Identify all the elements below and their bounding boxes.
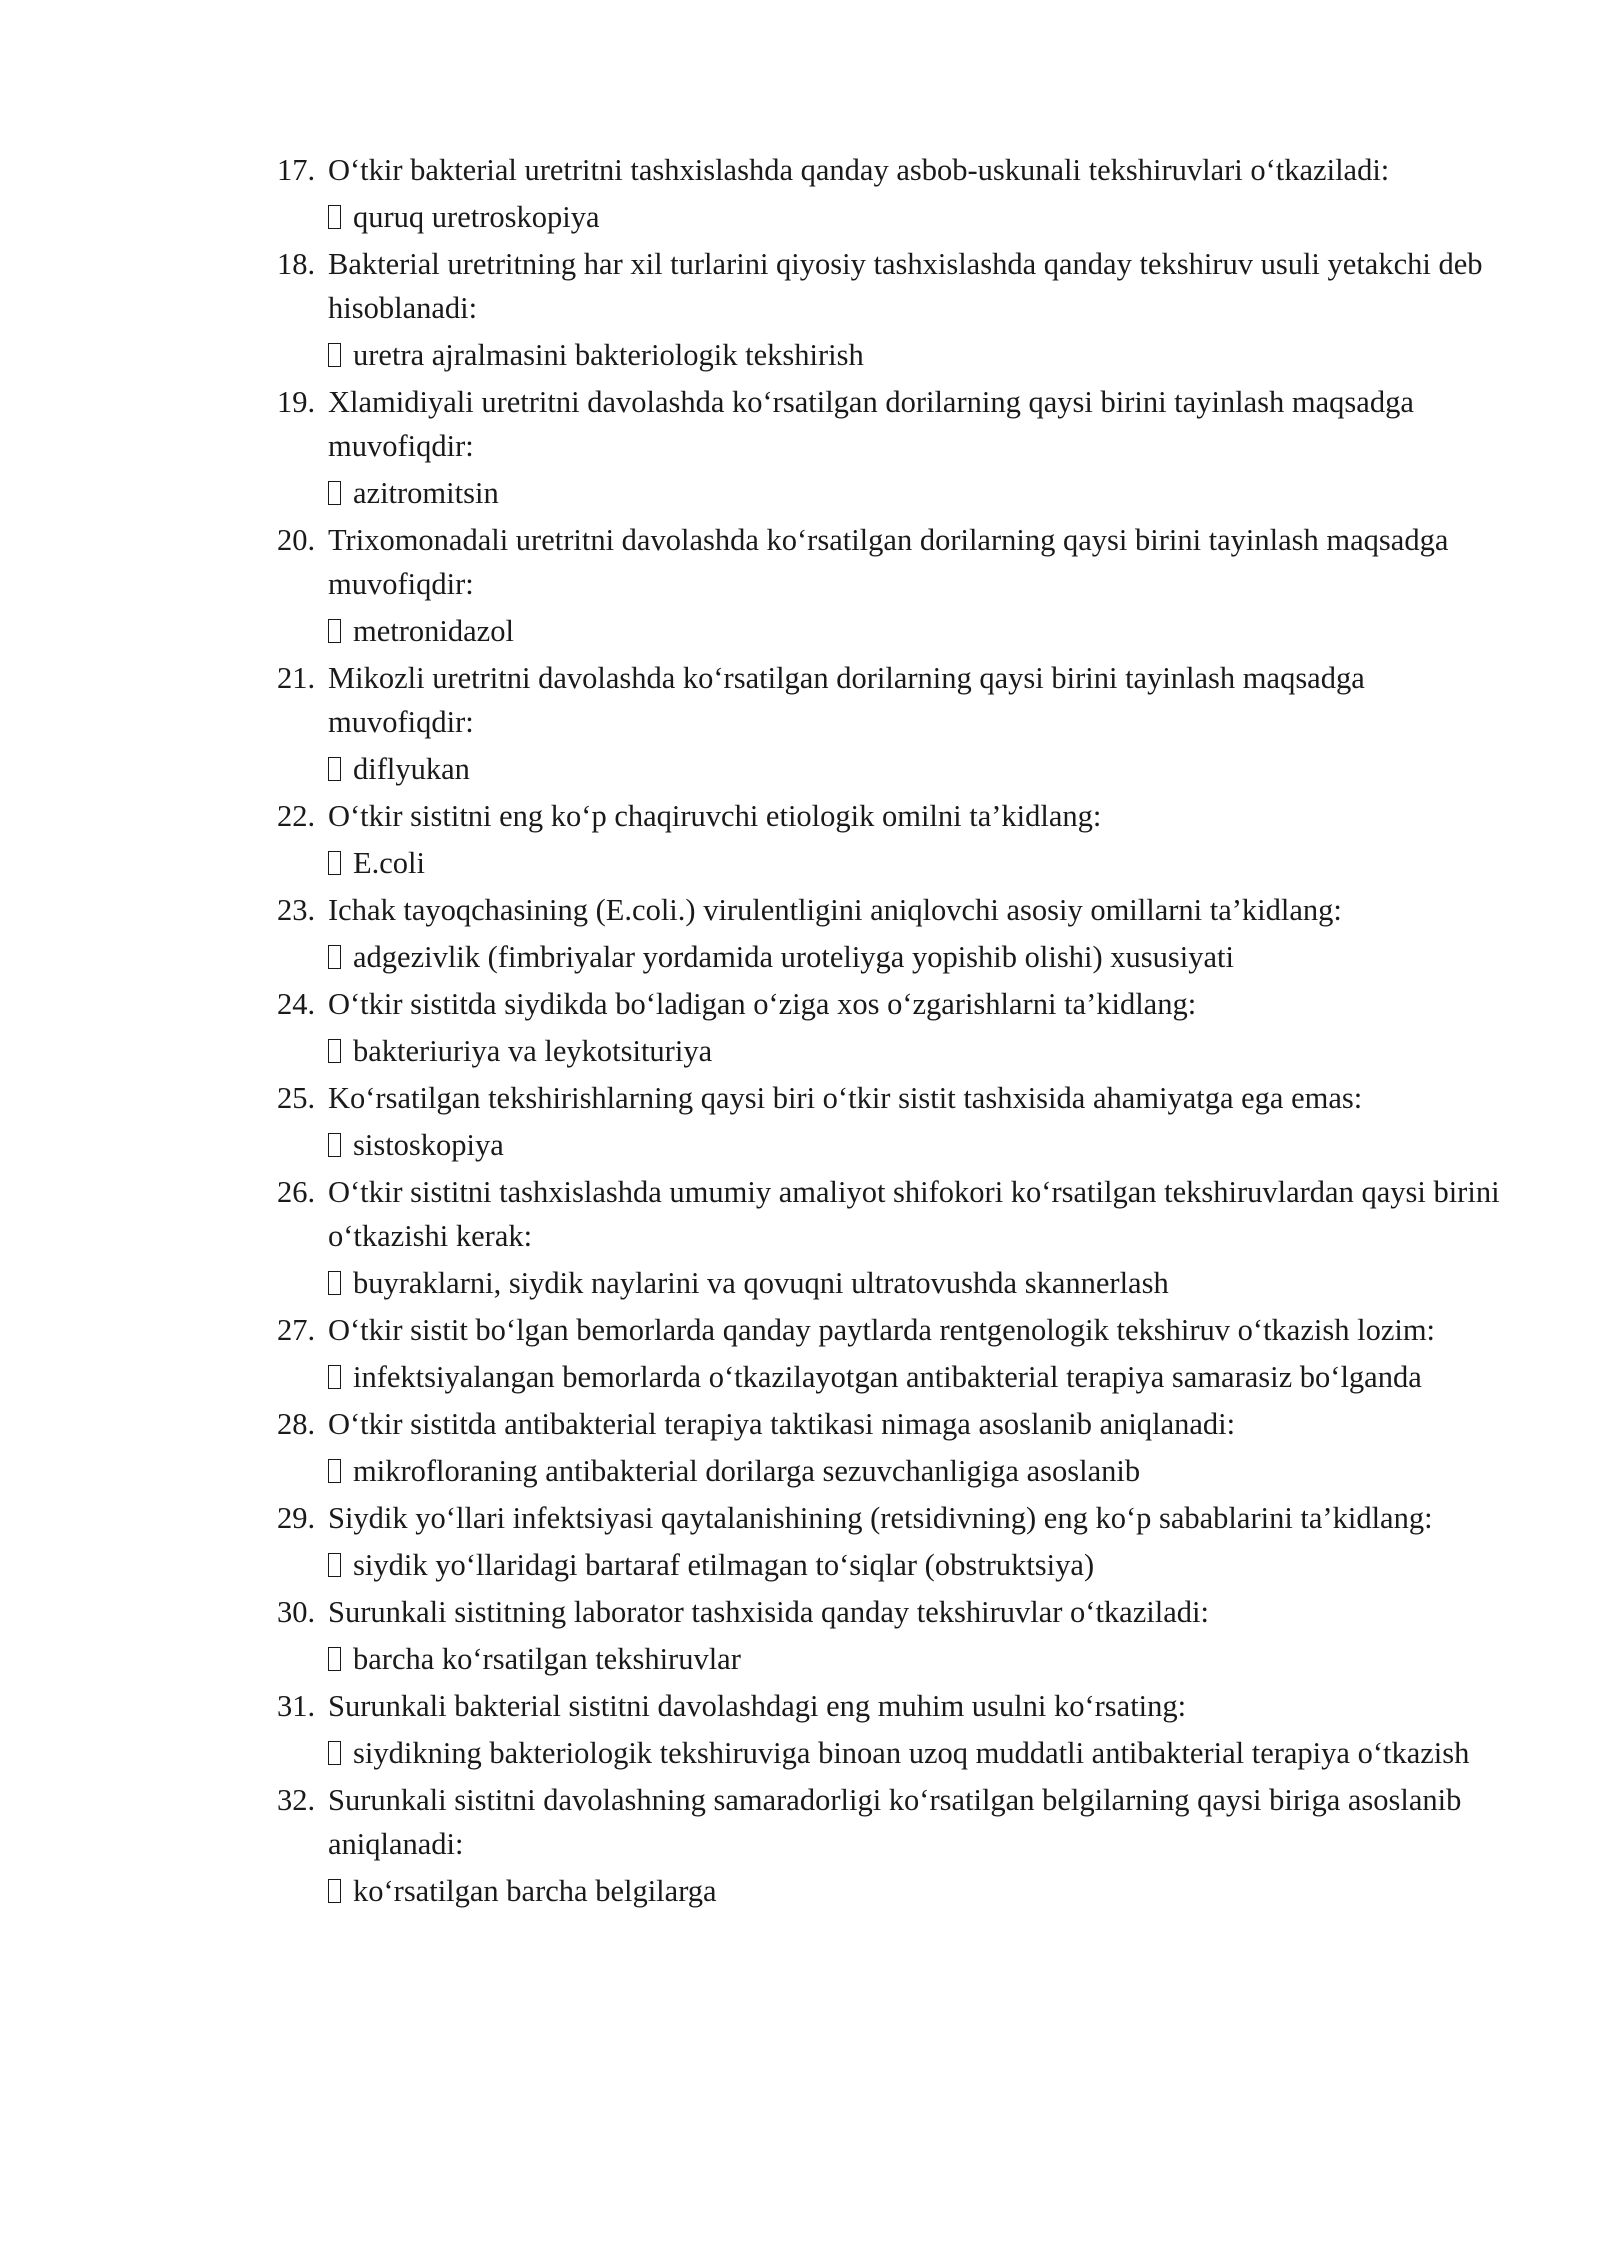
question-text: Xlamidiyali uretritni davolashda ko‘rsatilgan dorilarning qaysi birini tayinlash maqsadga muvofiqdir: <box>328 385 1414 463</box>
question-item <box>277 794 1507 838</box>
answer-option <box>277 1355 1507 1399</box>
question-item <box>277 1076 1507 1120</box>
answer-option <box>277 1637 1507 1681</box>
answer-option <box>277 471 1507 515</box>
question-number: 28. <box>277 1407 316 1441</box>
question-text: O‘tkir sistitni eng ko‘p chaqiruvchi etiologik omilni ta’kidlang: <box>328 799 1102 833</box>
question-item <box>277 1778 1507 1866</box>
question-item <box>277 1684 1507 1728</box>
answer-option <box>277 1731 1507 1775</box>
question-text: Ichak tayoqchasining (E.coli.) virulentligini aniqlovchi asosiy omillarni ta’kidlang: <box>328 893 1342 927</box>
question-text: O‘tkir sistitda antibakterial terapiya taktikasi nimaga asoslanib aniqlanadi: <box>328 1407 1236 1441</box>
question-item <box>277 982 1507 1026</box>
answer-text: bakteriuriya va leykotsituriya <box>353 1034 713 1068</box>
checkbox-icon <box>328 619 341 643</box>
checkbox-icon <box>328 1459 341 1483</box>
answer-option <box>277 1449 1507 1493</box>
answer-option <box>277 609 1507 653</box>
checkbox-icon <box>328 1647 341 1671</box>
question-number: 24. <box>277 987 316 1021</box>
answer-option <box>277 195 1507 239</box>
answer-text: diflyukan <box>353 752 470 786</box>
checkbox-icon <box>328 757 341 781</box>
question-number: 21. <box>277 661 316 695</box>
question-text: Ko‘rsatilgan tekshirishlarning qaysi biri o‘tkir sistit tashxisida ahamiyatga ega emas: <box>328 1081 1363 1115</box>
checkbox-icon <box>328 1133 341 1157</box>
question-text: Trixomonadali uretritni davolashda ko‘rsatilgan dorilarning qaysi birini tayinlash maqsadga muvofiqdir: <box>328 523 1449 601</box>
answer-option <box>277 935 1507 979</box>
question-number: 32. <box>277 1783 316 1817</box>
question-item <box>277 656 1507 744</box>
question-text: Siydik yo‘llari infektsiyasi qaytalanishining (retsidivning) eng ko‘p sabablarini ta’kidlang: <box>328 1501 1433 1535</box>
answer-text: siydikning bakteriologik tekshiruviga binoan uzoq muddatli antibakterial terapiya o‘tkazish <box>353 1736 1470 1770</box>
question-text: O‘tkir sistitda siydikda bo‘ladigan o‘ziga xos o‘zgarishlarni ta’kidlang: <box>328 987 1197 1021</box>
question-number: 25. <box>277 1081 316 1115</box>
answer-text: E.coli <box>353 846 425 880</box>
question-text: O‘tkir bakterial uretritni tashxislashda qanday asbob-uskunali tekshiruvlari o‘tkaziladi: <box>328 153 1390 187</box>
question-number: 20. <box>277 523 316 557</box>
question-item <box>277 888 1507 932</box>
question-number: 27. <box>277 1313 316 1347</box>
answer-text: infektsiyalangan bemorlarda o‘tkazilayotgan antibakterial terapiya samarasiz bo‘lganda <box>353 1360 1422 1394</box>
answer-text: azitromitsin <box>353 476 499 510</box>
answer-text: uretra ajralmasini bakteriologik tekshirish <box>353 338 864 372</box>
question-item <box>277 1308 1507 1352</box>
question-text: Mikozli uretritni davolashda ko‘rsatilgan dorilarning qaysi birini tayinlash maqsadga muvofiqdir: <box>328 661 1365 739</box>
checkbox-icon <box>328 481 341 505</box>
question-text: Surunkali sistitning laborator tashxisida qanday tekshiruvlar o‘tkaziladi: <box>328 1595 1209 1629</box>
question-item <box>277 1496 1507 1540</box>
checkbox-icon <box>328 1553 341 1577</box>
checkbox-icon <box>328 945 341 969</box>
question-number: 18. <box>277 247 316 281</box>
question-item <box>277 242 1507 330</box>
question-number: 30. <box>277 1595 316 1629</box>
question-item <box>277 1590 1507 1634</box>
question-number: 31. <box>277 1689 316 1723</box>
answer-option <box>277 1543 1507 1587</box>
checkbox-icon <box>328 1741 341 1765</box>
question-number: 23. <box>277 893 316 927</box>
question-number: 26. <box>277 1175 316 1209</box>
answer-option <box>277 1261 1507 1305</box>
checkbox-icon <box>328 205 341 229</box>
answer-option <box>277 1029 1507 1073</box>
question-item <box>277 1170 1507 1258</box>
answer-option <box>277 1123 1507 1167</box>
question-number: 22. <box>277 799 316 833</box>
checkbox-icon <box>328 1365 341 1389</box>
checkbox-icon <box>328 851 341 875</box>
answer-text: barcha ko‘rsatilgan tekshiruvlar <box>353 1642 741 1676</box>
checkbox-icon <box>328 1879 341 1903</box>
question-text: O‘tkir sistitni tashxislashda umumiy amaliyot shifokori ko‘rsatilgan tekshiruvlardan qaysi birini o‘tkazishi kerak: <box>328 1175 1500 1253</box>
answer-option <box>277 333 1507 377</box>
checkbox-icon <box>328 1039 341 1063</box>
question-number: 17. <box>277 153 316 187</box>
answer-text: mikrofloraning antibakterial dorilarga sezuvchanligiga asoslanib <box>353 1454 1141 1488</box>
answer-option <box>277 1869 1507 1913</box>
question-text: Bakterial uretritning har xil turlarini qiyosiy tashxislashda qanday tekshiruv usuli yetakchi deb hisoblanadi: <box>328 247 1483 325</box>
checkbox-icon <box>328 1271 341 1295</box>
question-item <box>277 148 1507 192</box>
answer-text: quruq uretroskopiya <box>353 200 600 234</box>
checkbox-icon <box>328 343 341 367</box>
question-text: Surunkali bakterial sistitni davolashdagi eng muhim usulni ko‘rsating: <box>328 1689 1187 1723</box>
question-text: Surunkali sistitni davolashning samaradorligi ko‘rsatilgan belgilarning qaysi biriga asoslanib aniqlanadi: <box>328 1783 1462 1861</box>
answer-option <box>277 841 1507 885</box>
answer-text: buyraklarni, siydik naylarini va qovuqni ultratovushda skannerlash <box>353 1266 1169 1300</box>
answer-text: siydik yo‘llaridagi bartaraf etilmagan to‘siqlar (obstruktsiya) <box>353 1548 1095 1582</box>
question-item <box>277 518 1507 606</box>
question-item <box>277 380 1507 468</box>
answer-text: sistoskopiya <box>353 1128 504 1162</box>
answer-text: ko‘rsatilgan barcha belgilarga <box>353 1874 717 1908</box>
question-item <box>277 1402 1507 1446</box>
question-text: O‘tkir sistit bo‘lgan bemorlarda qanday paytlarda rentgenologik tekshiruv o‘tkazish lozim: <box>328 1313 1436 1347</box>
question-number: 29. <box>277 1501 316 1535</box>
answer-text: metronidazol <box>353 614 514 648</box>
question-list <box>277 148 1507 1916</box>
question-number: 19. <box>277 385 316 419</box>
answer-option <box>277 747 1507 791</box>
answer-text: adgezivlik (fimbriyalar yordamida uroteliyga yopishib olishi) xususiyati <box>353 940 1234 974</box>
